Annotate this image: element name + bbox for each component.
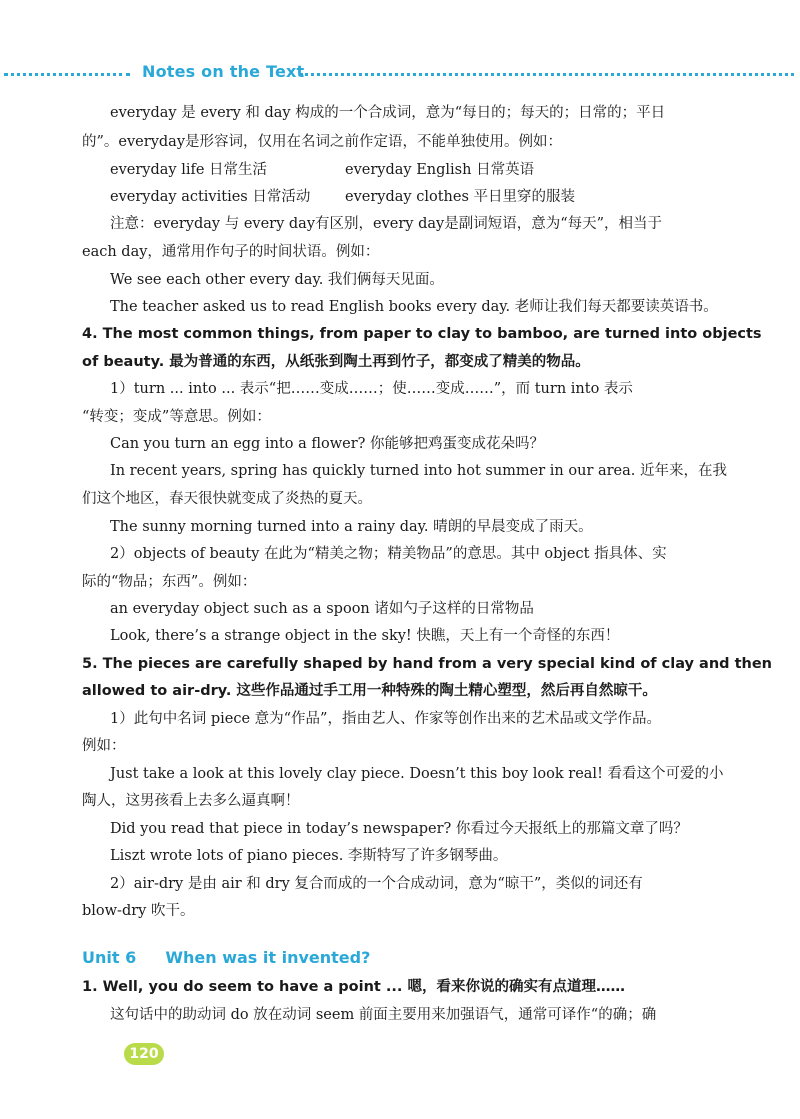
text-line: The teacher asked us to read English books every day. 老师让我们每天都要读英语书。 xyxy=(110,299,718,315)
text-line: everyday life 日常生活 xyxy=(110,162,268,178)
text-line: The sunny morning turned into a rainy day. 晴朗的早晨变成了雨天。 xyxy=(110,519,593,535)
text-line: Liszt wrote lots of piano pieces. 李斯特写了许多钢琴曲。 xyxy=(110,848,508,864)
note-heading: 1. Well, you do seem to have a point ... 嗯，看来你说的确实有点道理…… xyxy=(82,979,625,995)
text-line: an everyday object such as a spoon 诸如勺子这样的日常物品 xyxy=(110,601,534,617)
text-line: 陶人，这男孩看上去多么逼真啊！ xyxy=(82,793,300,809)
text-line: 际的“物品；东西”。例如： xyxy=(82,574,257,590)
dotted-rule-right xyxy=(300,73,794,76)
dotted-rule-left xyxy=(4,73,130,76)
unit-label: Unit 6 xyxy=(82,948,137,967)
section-title: Notes on the Text xyxy=(142,62,305,81)
text-line: each day，通常用作句子的时间状语。例如： xyxy=(82,244,380,260)
text-line: 2）air-dry 是由 air 和 dry 复合而成的一个合成动词，意为“晾干”，类似的词还有 xyxy=(110,876,643,892)
unit-heading xyxy=(82,948,370,967)
text-line: We see each other every day. 我们俩每天见面。 xyxy=(110,272,444,288)
text-line: 例如： xyxy=(82,738,126,754)
section-header xyxy=(0,62,800,88)
text-line: everyday clothes 平日里穿的服装 xyxy=(345,189,575,205)
text-line: everyday 是 every 和 day 构成的一个合成词，意为“每日的；每天的；日常的；平日 xyxy=(110,105,666,121)
text-line: everyday English 日常英语 xyxy=(345,162,535,178)
text-line: In recent years, spring has quickly turned into hot summer in our area. 近年来，在我 xyxy=(110,463,727,479)
text-line: 注意：everyday 与 every day有区别，every day是副词短语，意为“每天”，相当于 xyxy=(110,216,663,232)
text-line: Did you read that piece in today’s newspaper? 你看过今天报纸上的那篇文章了吗？ xyxy=(110,821,688,837)
text-line: Just take a look at this lovely clay piece. Doesn’t this boy look real! 看看这个可爱的小 xyxy=(110,766,724,782)
note-heading: of beauty. 最为普通的东西，从纸张到陶土再到竹子，都变成了精美的物品。 xyxy=(82,354,590,370)
text-line: blow-dry 吹干。 xyxy=(82,903,195,919)
text-line: Can you turn an egg into a flower? 你能够把鸡蛋变成花朵吗？ xyxy=(110,436,545,452)
note-heading: allowed to air-dry. 这些作品通过手工用一种特殊的陶土精心塑型，然后再自然晾干。 xyxy=(82,683,657,699)
text-line: Look, there’s a strange object in the sky! 快瞧，天上有一个奇怪的东西！ xyxy=(110,628,620,644)
unit-title-text: When was it invented? xyxy=(165,948,371,967)
text-line: 1）turn ... into ... 表示“把……变成……；使……变成……”，而 turn into 表示 xyxy=(110,381,633,397)
text-line: 们这个地区，春天很快就变成了炎热的夏天。 xyxy=(82,491,372,507)
note-heading: 4. The most common things, from paper to clay to bamboo, are turned into objects xyxy=(82,326,762,342)
note-heading: 5. The pieces are carefully shaped by hand from a very special kind of clay and then xyxy=(82,656,772,672)
page-number-badge: 120 xyxy=(124,1043,164,1065)
text-line: “转变；变成”等意思。例如： xyxy=(82,409,271,425)
text-line: 1）此句中名词 piece 意为“作品”，指由艺人、作家等创作出来的艺术品或文学作品。 xyxy=(110,711,661,727)
text-line: 的”。everyday是形容词，仅用在名词之前作定语，不能单独使用。例如： xyxy=(82,134,563,150)
text-line: 2）objects of beauty 在此为“精美之物；精美物品”的意思。其中 object 指具体、实 xyxy=(110,546,667,562)
text-line: 这句话中的助动词 do 放在动词 seem 前面主要用来加强语气，通常可译作“的确；确 xyxy=(110,1007,657,1023)
text-line: everyday activities 日常活动 xyxy=(110,189,311,205)
